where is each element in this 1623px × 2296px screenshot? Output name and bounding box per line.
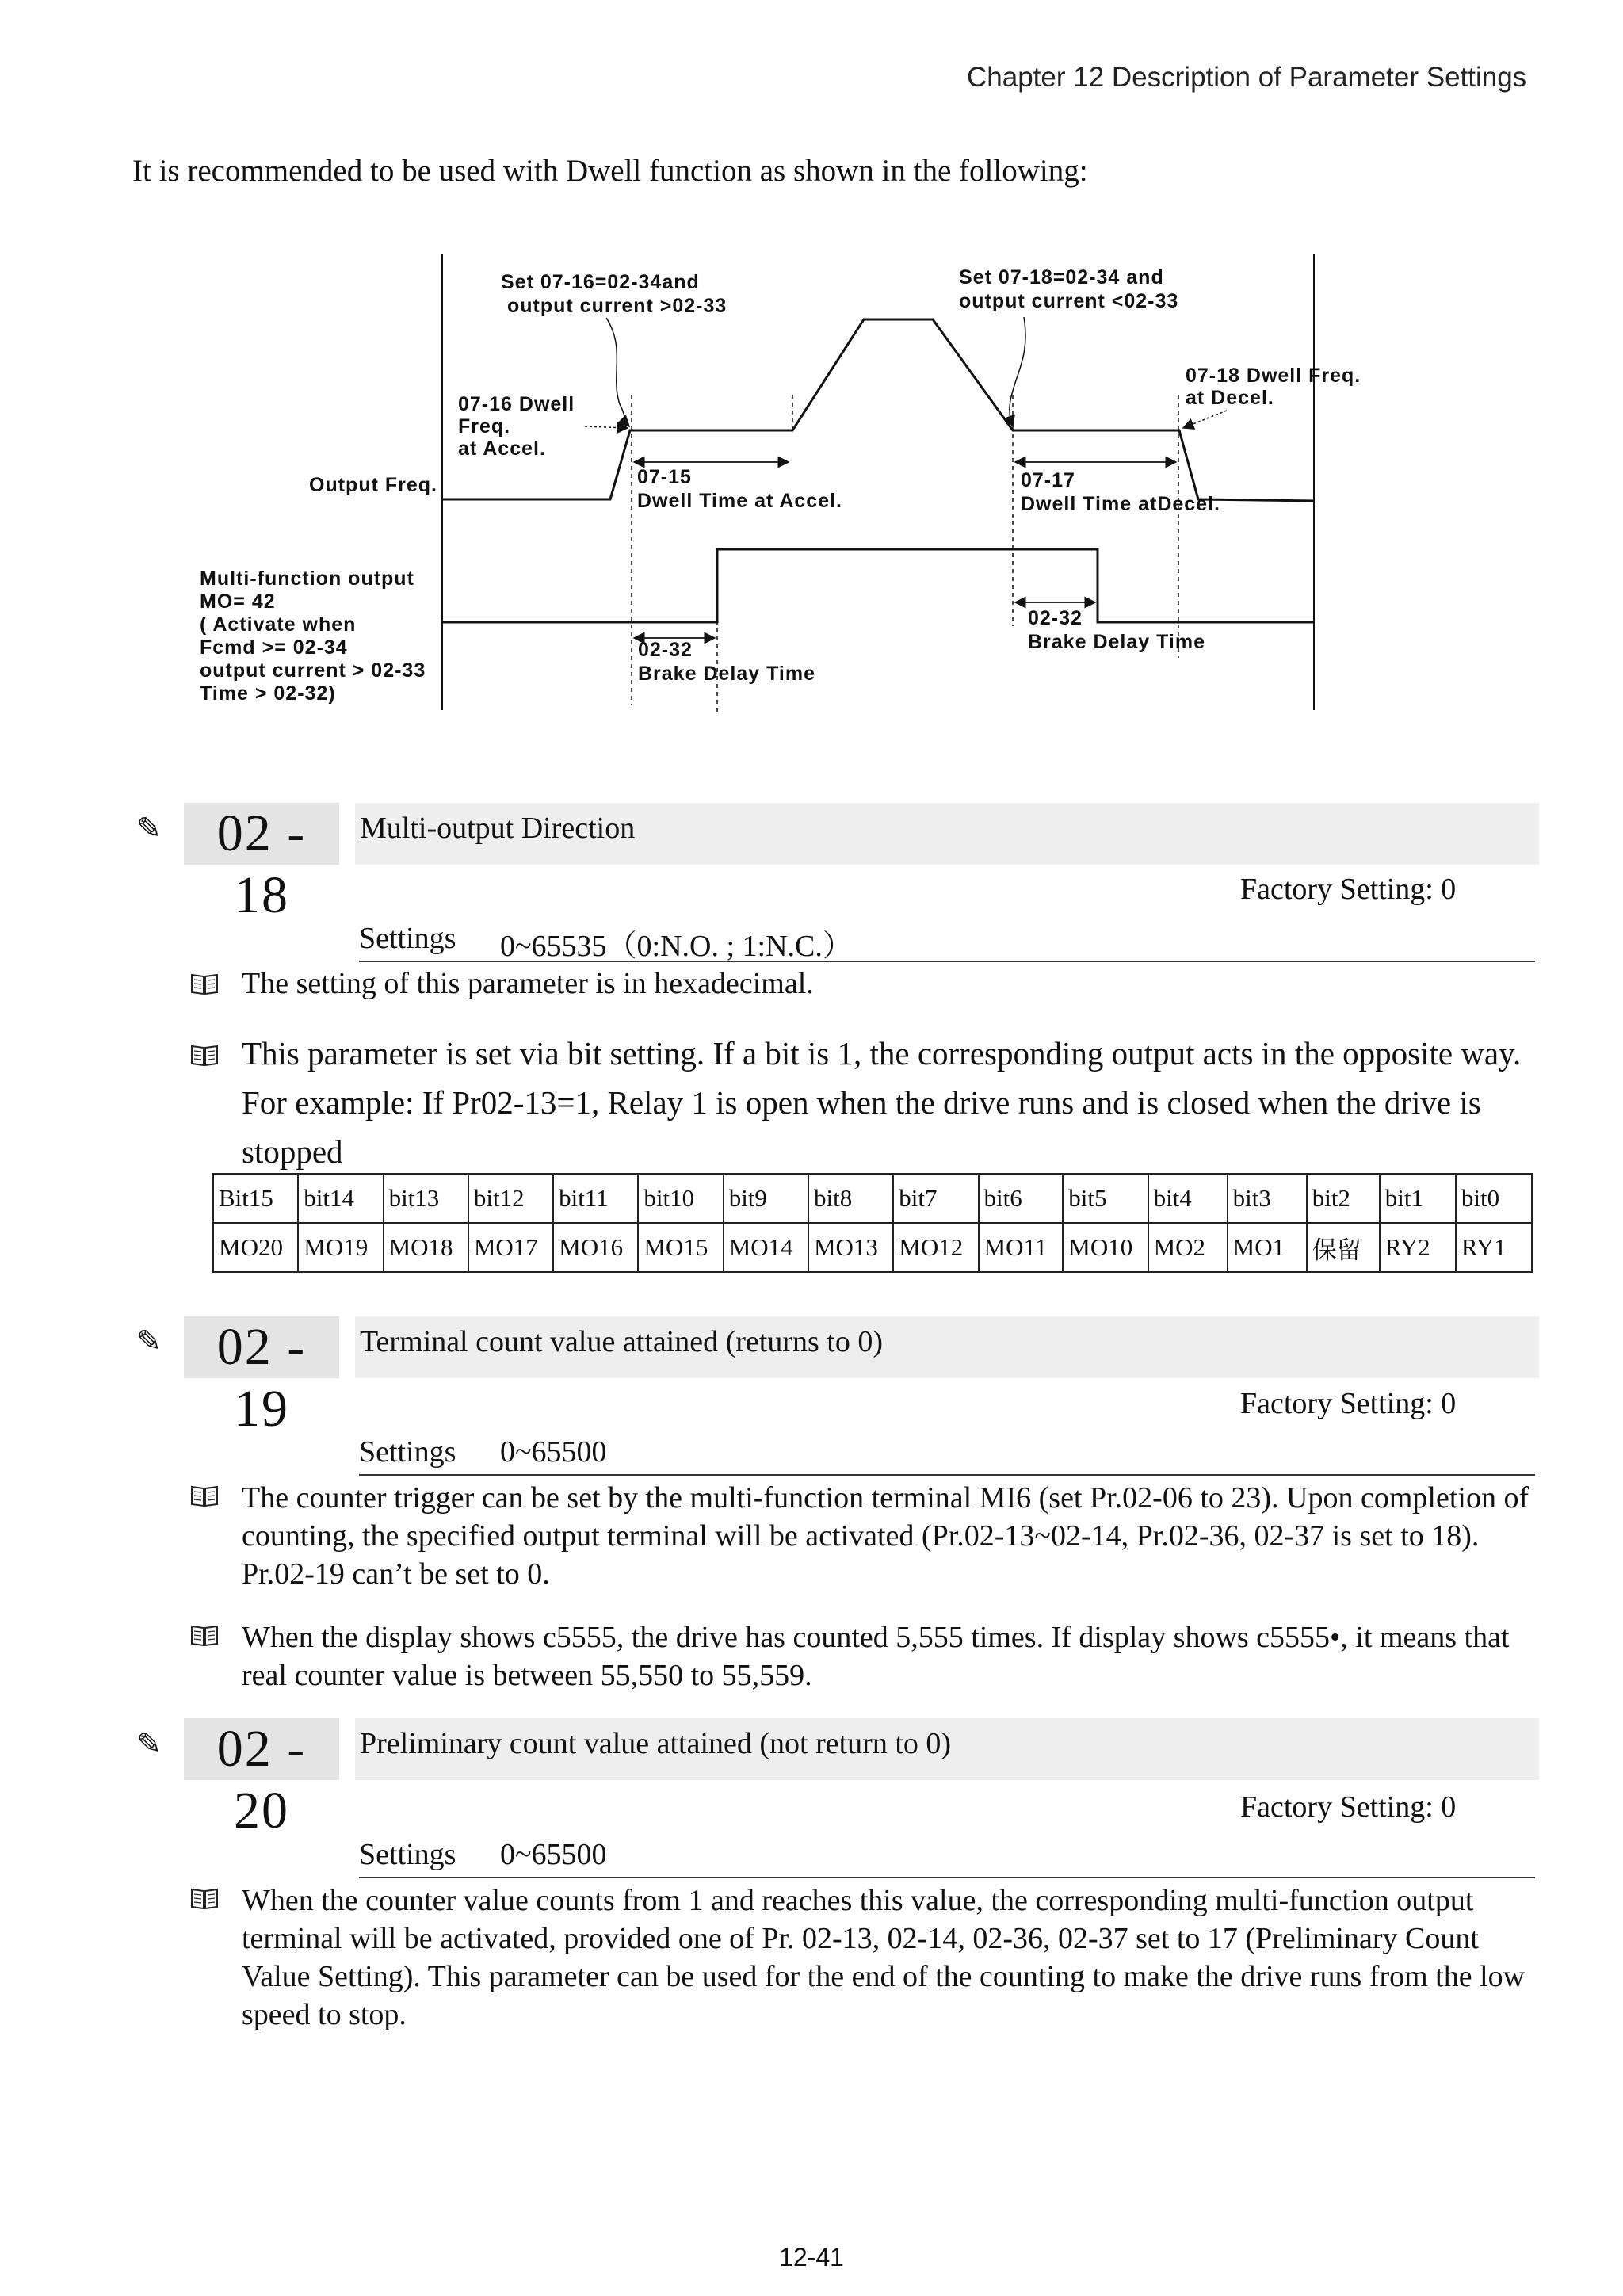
label-dwell-time-accel-num: 07-15 xyxy=(637,466,692,488)
param-number: 02 - 19 xyxy=(184,1316,339,1378)
label-dwell-time-decel: Dwell Time atDecel. xyxy=(1021,493,1220,515)
bit-cell: bit4 xyxy=(1148,1174,1228,1223)
param-number: 02 - 20 xyxy=(184,1718,339,1780)
settings-label: Settings xyxy=(359,1435,456,1469)
output-cell: MO11 xyxy=(979,1223,1064,1272)
settings-row xyxy=(359,921,1535,962)
output-cell: MO13 xyxy=(808,1223,893,1272)
label-brake-right: Brake Delay Time xyxy=(1028,631,1205,653)
factory-setting: Factory Setting: 0 xyxy=(1240,873,1457,906)
note-text: The counter trigger can be set by the multi-function terminal MI6 (set Pr.02-06 to 23). Upon completion of counting, the specified output terminal will be activated (Pr.02-13~02-14, Pr.02-36, 02-37 is set to 18). Pr.02-19 can’t be set to 0. xyxy=(242,1481,1529,1591)
bit-cell: Bit15 xyxy=(213,1174,298,1223)
pencil-icon: ✎ xyxy=(136,811,162,846)
param-title: Terminal count value attained (returns to 0) xyxy=(355,1316,1539,1378)
bit-cell: bit11 xyxy=(553,1174,638,1223)
bit-cell: bit0 xyxy=(1456,1174,1532,1223)
bit-cell: bit14 xyxy=(298,1174,383,1223)
note-text: The setting of this parameter is in hexadecimal. xyxy=(242,967,814,1000)
bit-cell: bit3 xyxy=(1228,1174,1307,1223)
label-set-decel-current: output current <02-33 xyxy=(959,290,1179,312)
intro-text: It is recommended to be used with Dwell function as shown in the following: xyxy=(132,154,1088,188)
output-cell: 保留 xyxy=(1307,1223,1380,1272)
output-cell: MO12 xyxy=(893,1223,978,1272)
bit-cell: bit1 xyxy=(1380,1174,1456,1223)
output-cell: MO2 xyxy=(1148,1223,1228,1272)
output-cell: MO18 xyxy=(384,1223,468,1272)
bit-table xyxy=(212,1173,1533,1273)
label-dwell-freq-accel-at: at Accel. xyxy=(458,437,546,460)
label-set-accel: Set 07-16=02-34and xyxy=(501,271,700,293)
label-mfo-time: Time > 02-32) xyxy=(200,682,336,705)
label-brake-left: Brake Delay Time xyxy=(638,663,815,685)
factory-setting: Factory Setting: 0 xyxy=(1240,1790,1457,1824)
label-dwell-time-decel-num: 07-17 xyxy=(1021,469,1075,491)
pencil-icon: ✎ xyxy=(136,1324,162,1358)
output-cell: MO16 xyxy=(553,1223,638,1272)
label-mfo-fcmd: Fcmd >= 02-34 xyxy=(200,636,348,659)
label-mfo-activate: ( Activate when xyxy=(200,613,357,636)
settings-row xyxy=(359,1435,1535,1476)
book-icon xyxy=(190,1886,219,1910)
output-cell: RY1 xyxy=(1456,1223,1532,1272)
output-cell: MO10 xyxy=(1063,1223,1148,1272)
bit-cell: bit12 xyxy=(468,1174,553,1223)
label-dwell-freq-decel: 07-18 Dwell Freq. xyxy=(1186,365,1361,387)
bit-cell: bit6 xyxy=(979,1174,1064,1223)
label-brake-left-num: 02-32 xyxy=(638,639,693,661)
note-text: This parameter is set via bit setting. If a bit is 1, the corresponding output acts in the opposite way. For example: If Pr02-13=1, Relay 1 is open when the drive runs and is closed when the drive is stopped xyxy=(242,1035,1522,1170)
settings-row xyxy=(359,1837,1535,1878)
label-mfo-mo: MO= 42 xyxy=(200,590,276,613)
output-cell: MO20 xyxy=(213,1223,298,1272)
settings-value: 0~65500 xyxy=(500,1838,607,1871)
output-cell: MO14 xyxy=(724,1223,808,1272)
label-dwell-freq-accel-freq: Freq. xyxy=(458,415,511,437)
dwell-timing-diagram xyxy=(0,238,1623,729)
note-text: When the display shows c5555, the drive has counted 5,555 times. If display shows c5555•, it means that real counter value is between 55,550 to 55,559. xyxy=(242,1621,1510,1692)
param-title: Preliminary count value attained (not return to 0) xyxy=(355,1718,1539,1780)
bit-cell: bit10 xyxy=(638,1174,723,1223)
page-number: 12-41 xyxy=(779,2243,844,2271)
output-cell: MO1 xyxy=(1228,1223,1307,1272)
output-cell: MO15 xyxy=(638,1223,723,1272)
param-title: Multi-output Direction xyxy=(355,803,1539,865)
label-set-accel-current: output current >02-33 xyxy=(507,295,727,317)
label-dwell-freq-accel: 07-16 Dwell xyxy=(458,393,575,415)
output-cell: RY2 xyxy=(1380,1223,1456,1272)
settings-label: Settings xyxy=(359,922,456,955)
settings-value: 0~65535（0:N.O. ; 1:N.C.） xyxy=(500,930,853,963)
bit-cell: bit5 xyxy=(1063,1174,1148,1223)
bit-cell: bit13 xyxy=(384,1174,468,1223)
book-icon xyxy=(190,1043,219,1067)
factory-setting: Factory Setting: 0 xyxy=(1240,1387,1457,1420)
settings-label: Settings xyxy=(359,1838,456,1871)
book-icon xyxy=(190,1623,219,1647)
label-mfo-current: output current > 02-33 xyxy=(200,659,426,682)
label-dwell-time-accel: Dwell Time at Accel. xyxy=(637,490,842,512)
book-icon xyxy=(190,972,219,995)
bit-cell: bit2 xyxy=(1307,1174,1380,1223)
label-mfo: Multi-function output xyxy=(200,567,414,590)
label-dwell-freq-decel-at: at Decel. xyxy=(1186,387,1274,409)
label-brake-right-num: 02-32 xyxy=(1028,607,1083,629)
bit-cell: bit8 xyxy=(808,1174,893,1223)
label-output-freq: Output Freq. xyxy=(309,474,437,496)
settings-value: 0~65500 xyxy=(500,1435,607,1469)
bit-row xyxy=(213,1174,1532,1223)
output-cell: MO17 xyxy=(468,1223,553,1272)
bit-cell: bit9 xyxy=(724,1174,808,1223)
label-set-decel: Set 07-18=02-34 and xyxy=(959,266,1164,288)
book-icon xyxy=(190,1484,219,1507)
pencil-icon: ✎ xyxy=(136,1726,162,1761)
chapter-header: Chapter 12 Description of Parameter Settings xyxy=(967,62,1527,93)
param-number: 02 - 18 xyxy=(184,803,339,865)
output-cell: MO19 xyxy=(298,1223,383,1272)
note-text: When the counter value counts from 1 and reaches this value, the corresponding multi-function output terminal will be activated, provided one of Pr. 02-13, 02-14, 02-36, 02-37 set to 17 (Preliminary Count Value Setting). This parameter can be used for the end of the counting to make the drive runs from the low speed to stop. xyxy=(242,1884,1526,2031)
bit-cell: bit7 xyxy=(893,1174,978,1223)
output-row xyxy=(213,1223,1532,1272)
